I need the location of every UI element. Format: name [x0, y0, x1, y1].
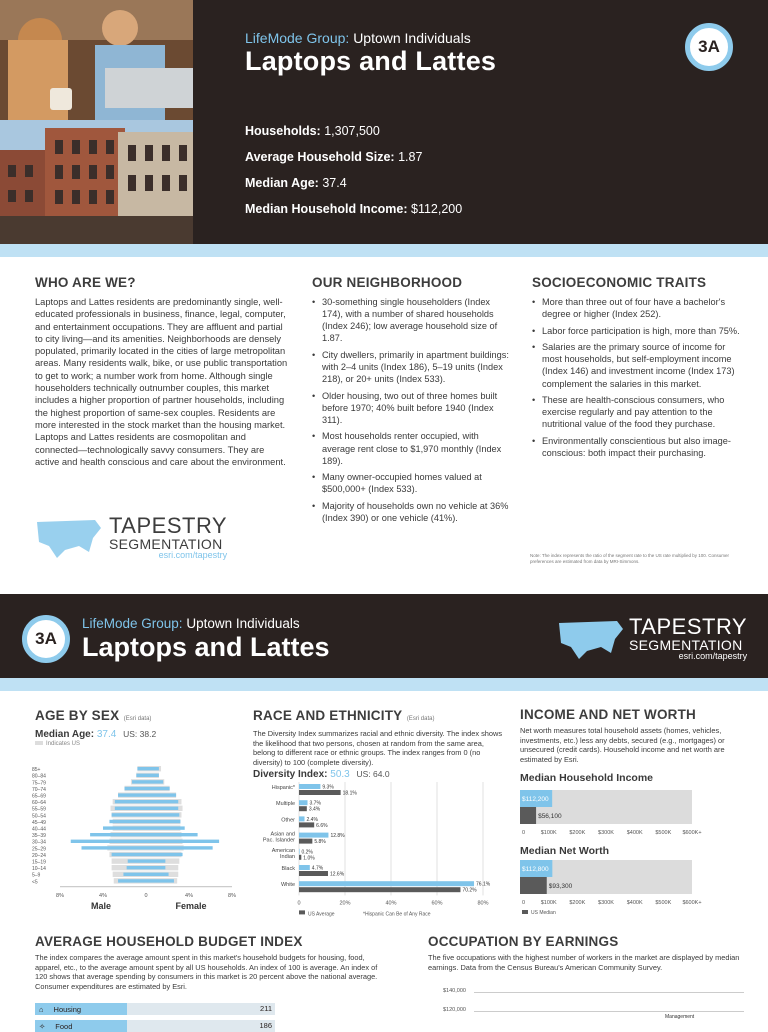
age-bar-female — [146, 787, 170, 790]
race-value-label: 3.7% — [309, 800, 321, 807]
age-bar-male — [115, 807, 146, 810]
race-category-label: Asian and — [270, 831, 295, 838]
food-icon: ✧ — [39, 1021, 46, 1031]
age-bar-female — [146, 840, 219, 843]
median-age-us: US: 38.2 — [123, 729, 157, 739]
money-x-tick: $200K — [569, 900, 586, 906]
race-x-tick: 80% — [477, 900, 489, 907]
diversity-label: Diversity Index: — [253, 769, 328, 781]
money-x-tick: $200K — [569, 830, 586, 836]
race-category-label: Hispanic* — [271, 785, 295, 791]
occ-gridline — [474, 1011, 744, 1012]
race-bar-segment — [299, 881, 474, 886]
age-bar-female — [146, 866, 165, 869]
age-bar-female — [146, 793, 176, 796]
age-bar-male — [118, 879, 146, 882]
age-tick-label: 55–59 — [32, 806, 46, 813]
race-value-label: 9.3% — [322, 784, 334, 791]
header-second — [0, 594, 768, 678]
stat-households: Households: 1,307,500 — [245, 124, 380, 138]
net-worth-chart — [515, 858, 745, 918]
age-tick-label: 20–24 — [32, 852, 46, 859]
age-bar-male — [115, 800, 146, 803]
age-x-tick: 4% — [185, 892, 193, 899]
money-x-tick: $600K+ — [682, 900, 702, 906]
race-legend-swatch — [299, 910, 305, 914]
age-tick-label: 5–9 — [32, 872, 41, 879]
age-bar-male — [123, 873, 146, 876]
budget-section — [35, 934, 380, 991]
income-text: Net worth measures total household assets (homes, vehicles, investments, etc.) less any debts, secured (e.g., mortgages) or unsecured (credit cards). Household income and net worth are estimated by Esri. — [520, 726, 725, 764]
age-bar-male — [132, 780, 146, 783]
who-heading: WHO ARE WE? — [35, 275, 136, 290]
age-bar-female — [146, 859, 165, 862]
occ-tick: $120,000 — [443, 1007, 466, 1013]
socio-item: • Labor force participation is high, more than 75%. — [532, 325, 744, 337]
race-text: The Diversity Index summarizes racial and ethnic diversity. The index shows the likelihood that two persons, chosen at random from the same area, belong to different race or ethnic groups. The index ranges from 0 (no diversity) to 100 (complete diversity). — [253, 729, 503, 767]
hh-income-title: Median Household Income — [520, 772, 654, 785]
tapestry-url-2[interactable]: esri.com/tapestry — [678, 651, 748, 661]
neighborhood-item: • Most households renter occupied, with average rent close to $1,970 monthly (Index 189). — [312, 430, 512, 466]
age-tick-label: 30–34 — [32, 839, 46, 846]
money-x-tick: $400K — [626, 900, 643, 906]
age-bar-female — [146, 767, 159, 770]
race-value-label: 6.6% — [316, 822, 328, 829]
race-bar-segment — [299, 849, 300, 854]
age-bar-male — [112, 853, 146, 856]
tapestry-logo — [35, 515, 227, 560]
diversity-value: 50.3 — [330, 769, 350, 781]
budget-bar-track — [127, 1003, 275, 1015]
race-value-label: 4.7% — [311, 865, 324, 872]
age-tick-label: 70–74 — [32, 786, 46, 793]
money-x-tick: 0 — [522, 900, 526, 906]
age-bar-male — [90, 833, 146, 836]
age-sex-chart — [30, 758, 245, 916]
race-heading: RACE AND ETHNICITY — [253, 708, 403, 723]
segmentation-word-2: SEGMENTATION — [629, 637, 743, 653]
race-x-tick: 40% — [385, 900, 397, 907]
header-photo — [0, 0, 193, 244]
age-bar-male — [137, 767, 146, 770]
socio-item: • More than three out of four have a bachelor's degree or higher (Index 252). — [532, 296, 744, 320]
age-tick-label: 85+ — [32, 767, 41, 774]
money-x-tick: $600K+ — [682, 830, 702, 836]
money-x-tick: $400K — [626, 830, 643, 836]
budget-row-housing — [35, 1003, 375, 1015]
age-bar-female — [146, 807, 178, 810]
income-heading: INCOME AND NET WORTH — [520, 707, 696, 722]
age-tick-label: 80–84 — [32, 773, 46, 780]
budget-value: 186 — [259, 1021, 272, 1030]
age-bar-male — [118, 793, 146, 796]
age-bar-female — [146, 800, 178, 803]
race-bar-segment — [299, 865, 310, 870]
tapestry-word: TAPESTRY — [109, 513, 228, 538]
budget-label-cell: ⌂ Housing — [35, 1003, 127, 1015]
race-value-label: 0.2% — [301, 849, 313, 856]
race-footnote: *Hispanic Can Be of Any Race — [363, 911, 431, 918]
socio-item: • Environmentally conscientious but also image-conscious: both impact their purchasing. — [532, 435, 744, 459]
money-x-tick: $100K — [540, 830, 557, 836]
age-tick-label: 15–19 — [32, 859, 46, 866]
race-category-label: Black — [281, 866, 295, 872]
age-x-tick: 8% — [56, 892, 64, 899]
who-are-we-section — [35, 275, 290, 468]
race-section — [253, 707, 503, 780]
race-value-label: 18.1% — [342, 790, 357, 797]
money-x-tick: $100K — [540, 900, 557, 906]
male-label: Male — [90, 900, 112, 911]
age-bar-male — [125, 787, 147, 790]
money-value-label: $93,300 — [548, 883, 573, 890]
age-bar-male — [71, 840, 146, 843]
race-bar-us — [299, 822, 314, 827]
neighborhood-heading: OUR NEIGHBORHOOD — [312, 275, 463, 290]
stat-median-age: Median Age: 37.4 — [245, 176, 347, 190]
budget-bar-track — [127, 1020, 275, 1032]
legend-swatch — [35, 741, 43, 745]
race-category-label: Indian — [280, 853, 295, 860]
race-bar-segment — [299, 784, 320, 789]
age-tick-label: 40–44 — [32, 826, 46, 833]
race-value-label: 5.8% — [314, 839, 326, 846]
race-value-label: 12.6% — [329, 871, 345, 878]
age-bar-male — [103, 826, 146, 829]
occupation-heading: OCCUPATION BY EARNINGS — [428, 934, 619, 949]
budget-row-food — [35, 1020, 375, 1032]
age-tick-label: 25–29 — [32, 846, 46, 853]
segment-badge-2: 3A — [22, 615, 70, 663]
budget-value: 211 — [260, 1004, 272, 1013]
divider-stripe — [0, 244, 768, 257]
race-legend-label: US Average — [308, 911, 335, 918]
race-value-label: 1.0% — [303, 855, 315, 862]
age-bar-female — [146, 774, 159, 777]
money-x-tick: $300K — [598, 830, 614, 836]
lifemode-label: LifeMode Group: — [245, 30, 350, 46]
age-bar-male — [112, 813, 146, 816]
age-bar-female — [146, 833, 198, 836]
money-bar-us — [520, 877, 547, 894]
page-title-2: Laptops and Lattes — [82, 632, 330, 662]
segmentation-word: SEGMENTATION — [109, 536, 223, 552]
race-source: (Esri data) — [406, 716, 435, 722]
age-tick-label: 60–64 — [32, 800, 46, 807]
age-legend: Indicates US — [35, 741, 235, 747]
money-legend-label: US Median — [531, 910, 556, 916]
median-age-label: Median Age: — [35, 729, 95, 740]
neighborhood-item: • Majority of households own no vehicle at 36% (Index 390) or one vehicle (41%). — [312, 500, 512, 524]
age-bar-female — [146, 813, 179, 816]
age-sex-section — [35, 707, 235, 747]
lifemode-value: Uptown Individuals — [353, 30, 471, 46]
race-bar-us — [299, 855, 301, 860]
race-bar-us — [299, 790, 341, 795]
occupation-section — [428, 934, 748, 972]
tapestry-logo-2 — [557, 616, 747, 661]
lifemode-group-2: LifeMode Group: Uptown Individuals — [82, 616, 300, 631]
race-bar-us — [299, 871, 328, 876]
age-x-tick: 8% — [228, 892, 236, 899]
age-bar-female — [146, 846, 213, 849]
us-map-icon-2 — [557, 617, 625, 661]
who-text: Laptops and Lattes residents are predominantly single, well-educated professionals in business, finance, legal, computer, and entertainment occupations. They are affluent and partial to city living—and its amenities. Neighborhoods are densely populated, primarily located in the cities of large metropolitan areas. Many residents walk, bike, or use public transportation to get to work; a number work from home. Although single householders technically outnumber couples, this market includes a higher proportion of partner households, including the highest proportion of same-sex couples. Residents are more interested in the stock market than the housing market. Laptops and Lattes residents are cosmopolitan and connected—technologically savvy consumers. They are active and health conscious and care about the environment. — [35, 297, 288, 467]
occ-label: Management — [665, 1014, 695, 1020]
lifemode-group — [245, 30, 471, 46]
age-bar-female — [146, 826, 185, 829]
race-category-label: Multiple — [276, 801, 295, 808]
race-value-label: 12.8% — [330, 833, 345, 840]
money-x-tick: $500K — [655, 900, 672, 906]
age-sex-source: (Esri data) — [123, 716, 152, 722]
race-bar-us — [299, 806, 307, 811]
money-x-tick: 0 — [522, 830, 526, 836]
race-bar-us — [299, 887, 460, 892]
neighborhood-item: • Many owner-occupied homes valued at $500,000+ (Index 533). — [312, 471, 512, 495]
race-category-label: Other — [281, 817, 295, 824]
neighborhood-item: • Older housing, two out of three homes built before 1970; 40% built before 1940 (Index 311). — [312, 390, 512, 426]
diversity-us: US: 64.0 — [356, 769, 390, 780]
age-tick-label: <5 — [32, 879, 38, 886]
hh-income-chart — [515, 788, 745, 838]
header-top — [0, 0, 768, 244]
age-tick-label: 45–49 — [32, 819, 46, 826]
age-x-tick: 0 — [144, 892, 148, 899]
income-section — [520, 707, 745, 784]
race-chart — [253, 778, 503, 920]
index-note: Note: The index represents the ratio of the segment rate to the US rate multiplied by 100. Consumer preferences are estimated from data by MRI-Simmons. — [530, 553, 730, 564]
money-value-label: $56,100 — [538, 813, 562, 820]
divider-stripe-2 — [0, 678, 768, 691]
race-x-tick: 20% — [339, 900, 351, 907]
money-x-tick: $500K — [655, 830, 672, 836]
age-bar-male — [82, 846, 147, 849]
age-bar-female — [146, 780, 163, 783]
median-age-value: 37.4 — [96, 729, 117, 740]
age-tick-label: 10–14 — [32, 866, 46, 873]
house-icon: ⌂ — [39, 1004, 44, 1014]
neighborhood-section — [312, 275, 512, 529]
age-bar-female — [146, 879, 174, 882]
money-legend-swatch — [522, 910, 528, 914]
race-value-label: 70.2% — [462, 887, 477, 894]
race-category-label: American — [271, 847, 295, 854]
age-bar-female — [146, 853, 183, 856]
female-label: Female — [175, 900, 207, 911]
socio-heading: SOCIOECONOMIC TRAITS — [532, 275, 707, 290]
neighborhood-item: • City dwellers, primarily in apartment buildings: with 2–4 units (Index 186), 5–19 units (Index 218), or 20+ units (Index 533). — [312, 349, 512, 385]
age-tick-label: 50–54 — [32, 813, 46, 820]
age-bar-male — [127, 866, 146, 869]
race-category-label: Pac. Islander — [262, 837, 295, 844]
money-bar-us — [520, 807, 536, 824]
budget-label-cell: ✧ Food — [35, 1020, 127, 1032]
money-x-tick: $300K — [598, 900, 614, 906]
race-bar-us — [299, 839, 312, 844]
budget-text: The index compares the average amount spent in this market's household budgets for housing, food, apparel, etc., to the average amount spent by all US households. An index of 100 is average. An index of 120 shows that average spending by consumers in this market is 20 percent above the national average. Consumer expenditures are estimated by Esri. — [35, 953, 378, 991]
age-bar-male — [109, 820, 146, 823]
money-value-label: $112,800 — [522, 866, 549, 873]
age-bar-female — [146, 873, 169, 876]
race-category-label: White — [280, 882, 295, 889]
race-bar-segment — [299, 800, 308, 805]
race-x-tick: 0 — [297, 900, 301, 907]
race-value-label: 76.1% — [476, 881, 491, 888]
occ-tick: $140,000 — [443, 988, 466, 994]
race-value-label: 2.4% — [306, 816, 318, 823]
net-worth-title: Median Net Worth — [520, 845, 610, 857]
age-tick-label: 65–69 — [32, 793, 46, 800]
race-value-label: 3.4% — [308, 806, 321, 813]
socio-item: • These are health-conscious consumers, who exercise regularly and pay attention to the nutritional value of the food they purchase. — [532, 394, 744, 430]
socio-item: • Salaries are the primary source of income for most households, but self-employment income (Index 146) and investment income (Index 173) complement the salaries in this market. — [532, 341, 744, 389]
money-value-label: $112,200 — [522, 796, 549, 803]
us-map-icon — [35, 516, 103, 560]
socioeconomic-section — [532, 275, 744, 464]
race-bar-segment — [299, 816, 305, 821]
stat-household-size: Average Household Size: 1.87 — [245, 150, 423, 164]
age-bar-male — [128, 859, 146, 862]
race-x-tick: 60% — [431, 900, 443, 907]
segment-stats — [245, 118, 462, 222]
race-bar-segment — [299, 833, 328, 838]
age-bar-female — [146, 820, 180, 823]
age-tick-label: 35–39 — [32, 833, 46, 840]
page-title: Laptops and Lattes — [245, 46, 497, 76]
age-bar-male — [136, 774, 146, 777]
tapestry-url[interactable]: esri.com/tapestry — [158, 550, 228, 560]
age-tick-label: 75–79 — [32, 780, 46, 787]
tapestry-word-2: TAPESTRY — [629, 614, 748, 639]
stat-median-income: Median Household Income: $112,200 — [245, 202, 463, 216]
age-sex-heading: AGE BY SEX — [35, 708, 120, 723]
budget-heading: AVERAGE HOUSEHOLD BUDGET INDEX — [35, 934, 303, 949]
neighborhood-item: • 30-something single householders (Index 174), with a number of shared households (Index 246); low average household size of 1.87. — [312, 296, 512, 344]
occ-gridline — [474, 992, 744, 993]
budget-table — [35, 1003, 375, 1032]
age-x-tick: 4% — [99, 892, 107, 899]
segment-badge: 3A — [685, 23, 733, 71]
occupation-text: The five occupations with the highest number of workers in the market are displayed by median earnings. Data from the Census Bureau's American Community Survey. — [428, 953, 740, 972]
